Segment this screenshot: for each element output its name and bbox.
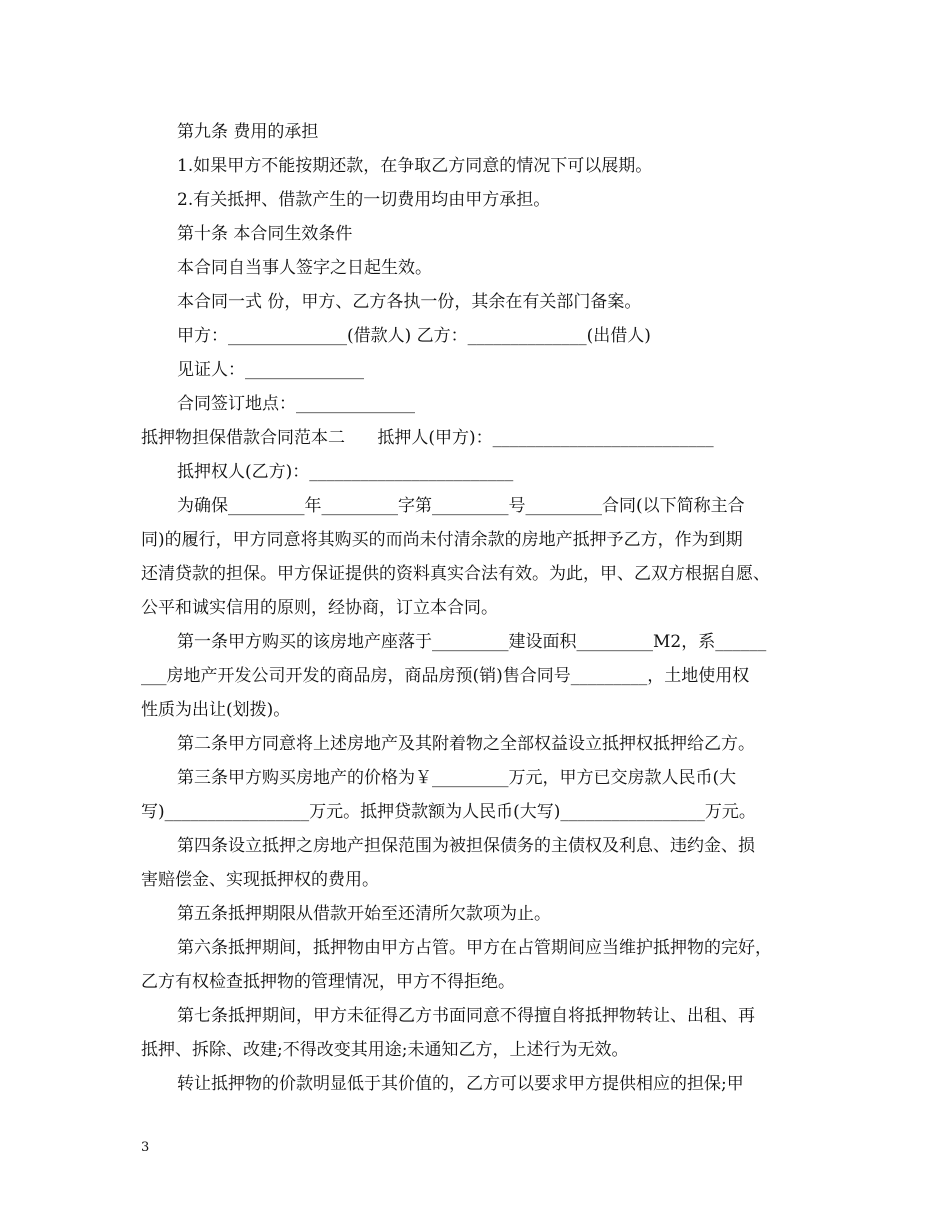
paragraph-line: 2.有关抵押、借款产生的一切费用均由甲方承担。 (177, 190, 551, 210)
article-line: 第三条甲方购买房地产的价格为￥_________万元，甲方已交房款人民币(大 (177, 768, 737, 788)
signature-line: 甲方：______________(借款人) 乙方：______________(出借人) (177, 326, 651, 346)
article-line: 第一条甲方购买的该房地产座落于_________建设面积_________M2，系______ (177, 632, 767, 652)
article-line: 第二条甲方同意将上述房地产及其附着物之全部权益设立抵押权抵押给乙方。 (177, 734, 755, 754)
section-heading: 第十条 本合同生效条件 (177, 224, 353, 244)
paragraph-line: 为确保_________年_________字第_________号_________合同(以下简称主合 (177, 496, 745, 516)
section-heading: 第九条 费用的承担 (177, 122, 319, 142)
paragraph-line: 写)_________________万元。抵押贷款额为人民币(大写)_________________万元。 (141, 802, 756, 822)
paragraph-line: 公平和诚实信用的原则，经协商，订立本合同。 (141, 598, 498, 618)
template-title-line: 抵押物担保借款合同范本二 抵押人(甲方)：__________________________ (141, 428, 714, 448)
signing-place-line: 合同签订地点：______________ (177, 394, 415, 414)
paragraph-line: 本合同自当事人签字之日起生效。 (177, 258, 432, 278)
paragraph-line: 还清贷款的担保。甲方保证提供的资料真实合法有效。为此，甲、乙双方根据自愿、 (141, 564, 770, 584)
page-number: 3 (141, 1140, 150, 1155)
paragraph-line: 害赔偿金、实现抵押权的费用。 (141, 870, 379, 890)
article-line: 第六条抵押期间，抵押物由甲方占管。甲方在占管期间应当维护抵押物的完好， (177, 938, 772, 958)
paragraph-line: 转让抵押物的价款明显低于其价值的，乙方可以要求甲方提供相应的担保;甲 (177, 1074, 744, 1094)
paragraph-line: 1.如果甲方不能按期还款，在争取乙方同意的情况下可以展期。 (177, 156, 653, 176)
mortgagee-line: 抵押权人(乙方)：________________________ (177, 462, 514, 482)
paragraph-line: 抵押、拆除、改建;不得改变其用途;未通知乙方，上述行为无效。 (141, 1040, 629, 1060)
article-line: 第五条抵押期限从借款开始至还清所欠款项为止。 (177, 904, 551, 924)
paragraph-line: 乙方有权检查抵押物的管理情况，甲方不得拒绝。 (141, 972, 515, 992)
article-line: 第七条抵押期间，甲方未征得乙方书面同意不得擅自将抵押物转让、出租、再 (177, 1006, 755, 1026)
paragraph-line: 本合同一式 份，甲方、乙方各执一份，其余在有关部门备案。 (177, 292, 642, 312)
paragraph-line: 同)的履行，甲方同意将其购买的而尚未付清余款的房地产抵押予乙方，作为到期 (141, 530, 743, 550)
paragraph-line: ___房地产开发公司开发的商品房，商品房预(销)售合同号_________，土地使用权 (141, 666, 750, 686)
paragraph-line: 性质为出让(划拨)。 (141, 700, 291, 720)
article-line: 第四条设立抵押之房地产担保范围为被担保债务的主债权及利息、违约金、损 (177, 836, 755, 856)
witness-line: 见证人：______________ (177, 360, 364, 380)
